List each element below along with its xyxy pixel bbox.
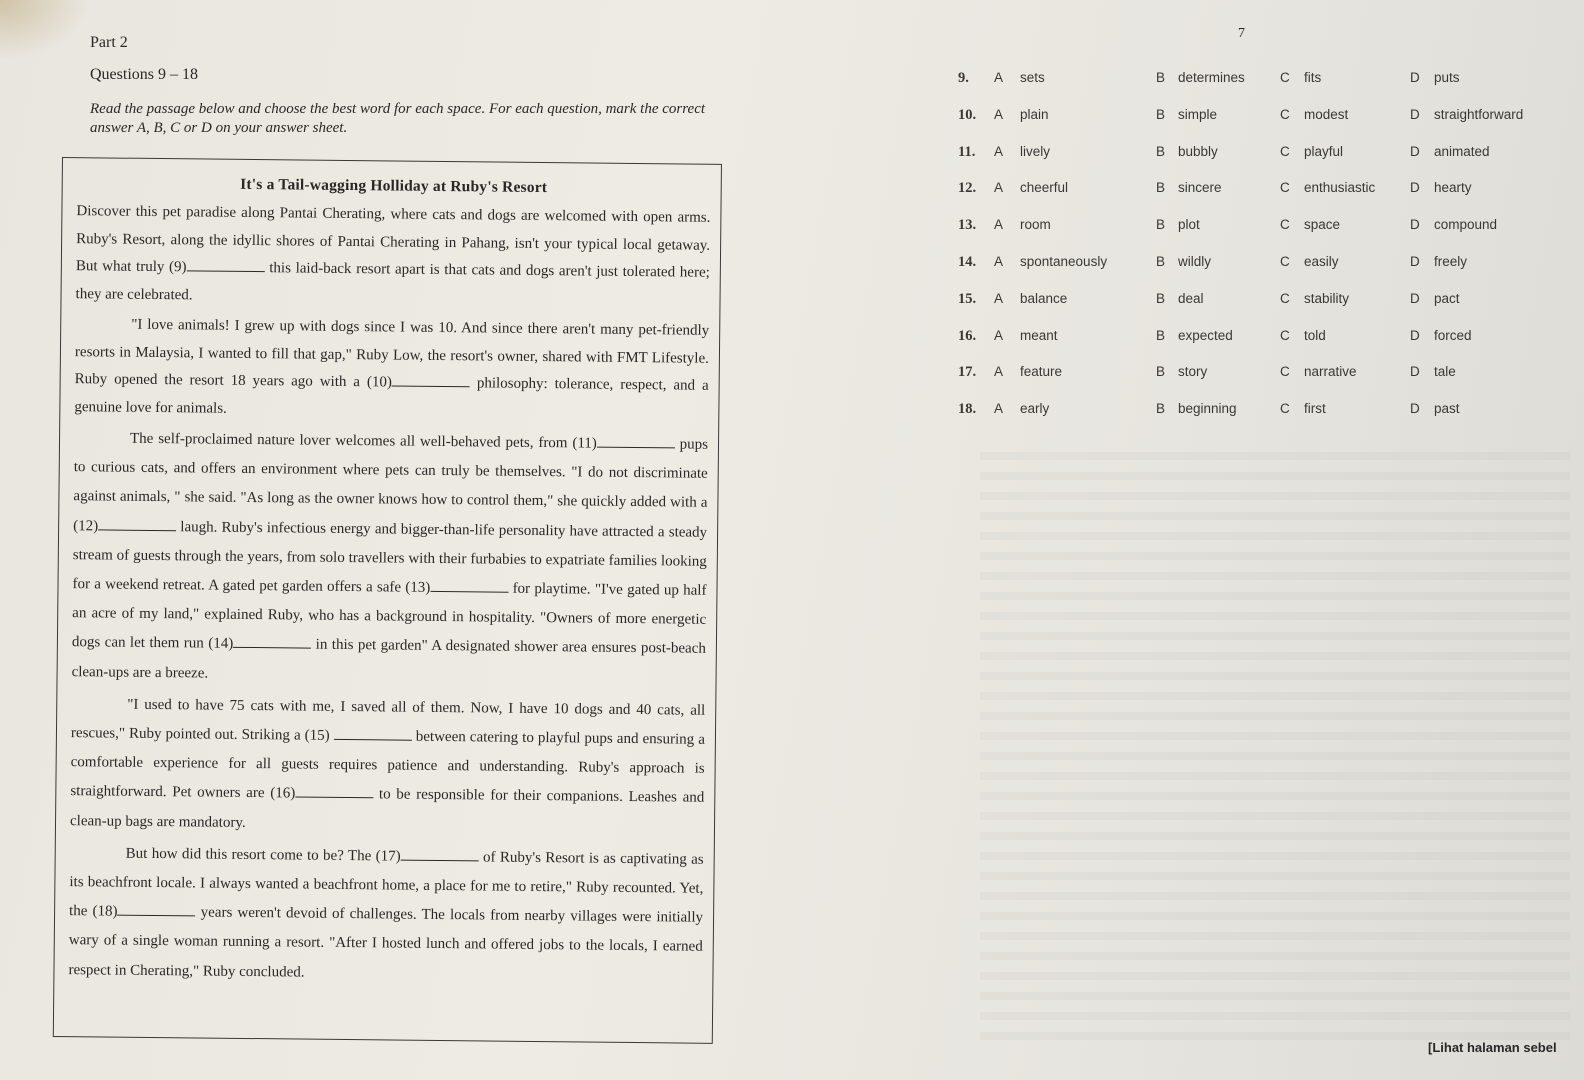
option-letter-a: A [994, 106, 1004, 122]
paragraph-text: years weren't devoid of challenges. The locals from nearby villages were initially wary of a single woman running a resort. "After I hosted lunch and offered jobs to the locals, I earned respect in Cherating," Ruby concluded. [68, 904, 704, 981]
paragraph-1 [75, 198, 710, 315]
option-letter-b: B [1156, 327, 1166, 343]
paragraph-text: "I used to have 75 cats with me, I saved all of them. Now, I have 10 dogs and 40 cats, all rescues," Ruby pointed out. Striking a (15) [70, 696, 706, 744]
question-number: 17. [958, 364, 977, 381]
option-letter-d: D [1410, 217, 1420, 233]
option-b: deal [1178, 290, 1204, 306]
paragraph-2 [74, 311, 709, 428]
option-letter-d: D [1410, 70, 1420, 85]
option-a: sets [1020, 70, 1045, 85]
option-letter-c: C [1280, 217, 1290, 233]
option-letter-a: A [994, 180, 1004, 196]
paragraph-text: this laid-back resort apart is that cats and dogs aren't just tolerated here; they are celebrated. [75, 260, 710, 303]
question-number: 10. [958, 106, 977, 123]
option-letter-b: B [1156, 253, 1166, 269]
answer-blank [597, 437, 675, 449]
option-letter-c: C [1280, 70, 1290, 85]
paragraph-text: laugh. Ruby's infectious energy and bigger-than-life personality have attracted a steady stream of guests through the years, from solo travellers with their furbabies to expatriate families looking for a weekend retreat. A gated pet garden offers a safe (13) [72, 518, 708, 596]
question-18-options [958, 401, 1558, 438]
option-d: freely [1434, 253, 1468, 269]
question-11-options [958, 144, 1558, 181]
option-d: hearty [1434, 180, 1472, 196]
page-shadow [0, 0, 90, 60]
question-17-options [958, 364, 1558, 401]
option-letter-a: A [994, 70, 1004, 85]
option-letter-a: A [994, 290, 1004, 306]
part-heading: Part 2 [90, 34, 128, 51]
option-letter-b: B [1156, 70, 1166, 85]
option-letter-b: B [1156, 364, 1166, 380]
option-a: feature [1020, 364, 1063, 380]
option-c: modest [1304, 106, 1349, 122]
option-letter-d: D [1410, 290, 1420, 306]
answer-blank [392, 375, 470, 387]
paragraph-text: of Ruby's Resort is as captivating as its beachfront locale. I always wanted a beachfront home, a place for me to retire," Ruby recounted. Yet, the (18) [69, 849, 704, 920]
paragraph-3 [71, 424, 708, 693]
paragraph-text: philosophy: tolerance, respect, and a genuine love for animals. [74, 375, 709, 417]
paragraph-text: "I love animals! I grew up with dogs since I was 10. And since there aren't many pet-friendly resorts in Malaysia, I wanted to fill that gap," Ruby Low, the resort's owner, shared with FMT Lifestyle. Ruby opened the resort 18 years ago with a (10) [74, 316, 710, 391]
option-c: fits [1304, 70, 1322, 85]
answer-blank [401, 849, 479, 861]
option-letter-d: D [1410, 401, 1420, 417]
option-b: sincere [1178, 180, 1222, 196]
answer-blank [98, 519, 176, 531]
option-a: spontaneously [1020, 253, 1108, 269]
option-letter-d: D [1410, 106, 1420, 122]
option-b: simple [1178, 106, 1218, 122]
option-letter-a: A [994, 143, 1004, 159]
answer-blank [118, 905, 196, 917]
option-d: compound [1434, 217, 1498, 233]
option-letter-b: B [1156, 401, 1166, 417]
option-letter-b: B [1156, 290, 1166, 306]
answer-blank [233, 637, 311, 649]
questions-heading: Questions 9 – 18 [90, 66, 198, 83]
option-letter-a: A [994, 327, 1004, 343]
option-letter-d: D [1410, 253, 1420, 269]
passage-box [53, 157, 722, 1044]
option-a: plain [1020, 106, 1049, 122]
instructions: Read the passage below and choose the best word for each space. For each question, mark the correct answer A, B, C or D on your answer sheet. [90, 101, 706, 136]
option-letter-c: C [1280, 106, 1290, 122]
option-c: narrative [1304, 364, 1357, 380]
option-letter-c: C [1280, 180, 1290, 196]
option-c: easily [1304, 253, 1339, 269]
question-number: 12. [958, 180, 977, 197]
option-letter-d: D [1410, 180, 1420, 196]
option-letter-a: A [994, 401, 1004, 417]
answer-blank [334, 729, 412, 741]
option-d: puts [1434, 70, 1460, 85]
page-number: 7 [1238, 26, 1245, 41]
option-a: cheerful [1020, 180, 1069, 196]
option-d: tale [1434, 364, 1456, 380]
option-letter-b: B [1156, 143, 1166, 159]
question-12-options [958, 180, 1558, 217]
option-letter-c: C [1280, 364, 1290, 380]
paragraph-text: Discover this pet paradise along Pantai Cherating, where cats and dogs are welcomed with open arms. Ruby's Resort, along the idyllic shores of Pantai Cherating in Pahang, isn't your typical local getaway. But what truly (9) [75, 203, 711, 276]
option-a: lively [1020, 143, 1051, 159]
paragraph-text: But how did this resort come to be? The (17) [125, 845, 401, 865]
option-a: balance [1020, 290, 1068, 306]
question-16-options [958, 328, 1558, 365]
paragraph-text: for playtime. "I've gated up half an acre of my land," explained Ruby, who has a background in hospitality. "Owners of more energetic dogs can let them run (14) [71, 580, 707, 653]
question-14-options [958, 254, 1558, 291]
question-number: 15. [958, 290, 977, 307]
option-c: enthusiastic [1304, 180, 1376, 196]
option-b: wildly [1178, 253, 1212, 269]
question-number: 13. [958, 217, 977, 234]
option-b: beginning [1178, 401, 1237, 417]
option-d: past [1434, 401, 1460, 417]
question-10-options [958, 107, 1558, 144]
bleed-through-text [980, 440, 1570, 1040]
question-number: 11. [958, 143, 976, 160]
option-d: forced [1434, 327, 1472, 343]
question-number: 14. [958, 253, 977, 270]
option-b: expected [1178, 327, 1233, 343]
paragraph-5 [68, 839, 703, 992]
option-letter-d: D [1410, 364, 1420, 380]
answer-blank [295, 787, 373, 799]
option-b: plot [1178, 217, 1200, 233]
paragraph-text: to be responsible for their companions. Leashes and clean-up bags are mandatory. [69, 786, 705, 831]
option-letter-c: C [1280, 327, 1290, 343]
question-13-options [958, 217, 1558, 254]
option-letter-c: C [1280, 401, 1290, 417]
option-b: bubbly [1178, 143, 1218, 159]
option-d: animated [1434, 143, 1490, 159]
option-letter-a: A [994, 217, 1004, 233]
option-a: early [1020, 401, 1050, 417]
option-letter-c: C [1280, 290, 1290, 306]
option-letter-c: C [1280, 143, 1290, 159]
question-number: 9. [958, 70, 969, 86]
answer-options [958, 70, 1558, 438]
paragraph-text: between catering to playful pups and ensuring a comfortable experience for all guests requires patience and understanding. Ruby's approach is straightforward. Pet owners are (16) [70, 728, 706, 802]
option-letter-d: D [1410, 327, 1420, 343]
question-9-options [958, 70, 1558, 107]
option-d: pact [1434, 290, 1460, 306]
paragraph-text: in this pet garden" A designated shower area ensures post-beach clean-ups are a breeze. [71, 637, 706, 682]
passage-title: It's a Tail-wagging Holliday at Ruby's Resort [240, 175, 548, 197]
option-b: story [1178, 364, 1208, 380]
question-15-options [958, 291, 1558, 328]
option-c: stability [1304, 290, 1350, 306]
option-letter-a: A [994, 253, 1004, 269]
option-letter-b: B [1156, 180, 1166, 196]
question-number: 16. [958, 327, 977, 344]
option-b: determines [1178, 70, 1245, 85]
question-number: 18. [958, 401, 977, 418]
footer-note: [Lihat halaman sebel [1428, 1040, 1557, 1055]
option-a: meant [1020, 327, 1058, 343]
paragraph-text: pups to curious cats, and offers an environment where pets can truly be themselves. "I do not discriminate against animals, " she said. "As long as the owner knows how to control them," she quickly added with a (12) [73, 436, 709, 535]
option-c: space [1304, 217, 1341, 233]
option-letter-b: B [1156, 217, 1166, 233]
option-c: first [1304, 401, 1326, 417]
option-letter-d: D [1410, 143, 1420, 159]
option-letter-c: C [1280, 253, 1290, 269]
option-letter-b: B [1156, 106, 1166, 122]
answer-blank [187, 260, 265, 272]
option-a: room [1020, 217, 1051, 233]
option-c: told [1304, 327, 1326, 343]
option-letter-a: A [994, 364, 1004, 380]
paragraph-text: The self-proclaimed nature lover welcomes all well-behaved pets, from (11) [129, 430, 597, 452]
paragraph-4 [70, 690, 705, 843]
option-c: playful [1304, 143, 1344, 159]
answer-blank [430, 581, 508, 593]
option-d: straightforward [1434, 106, 1524, 122]
